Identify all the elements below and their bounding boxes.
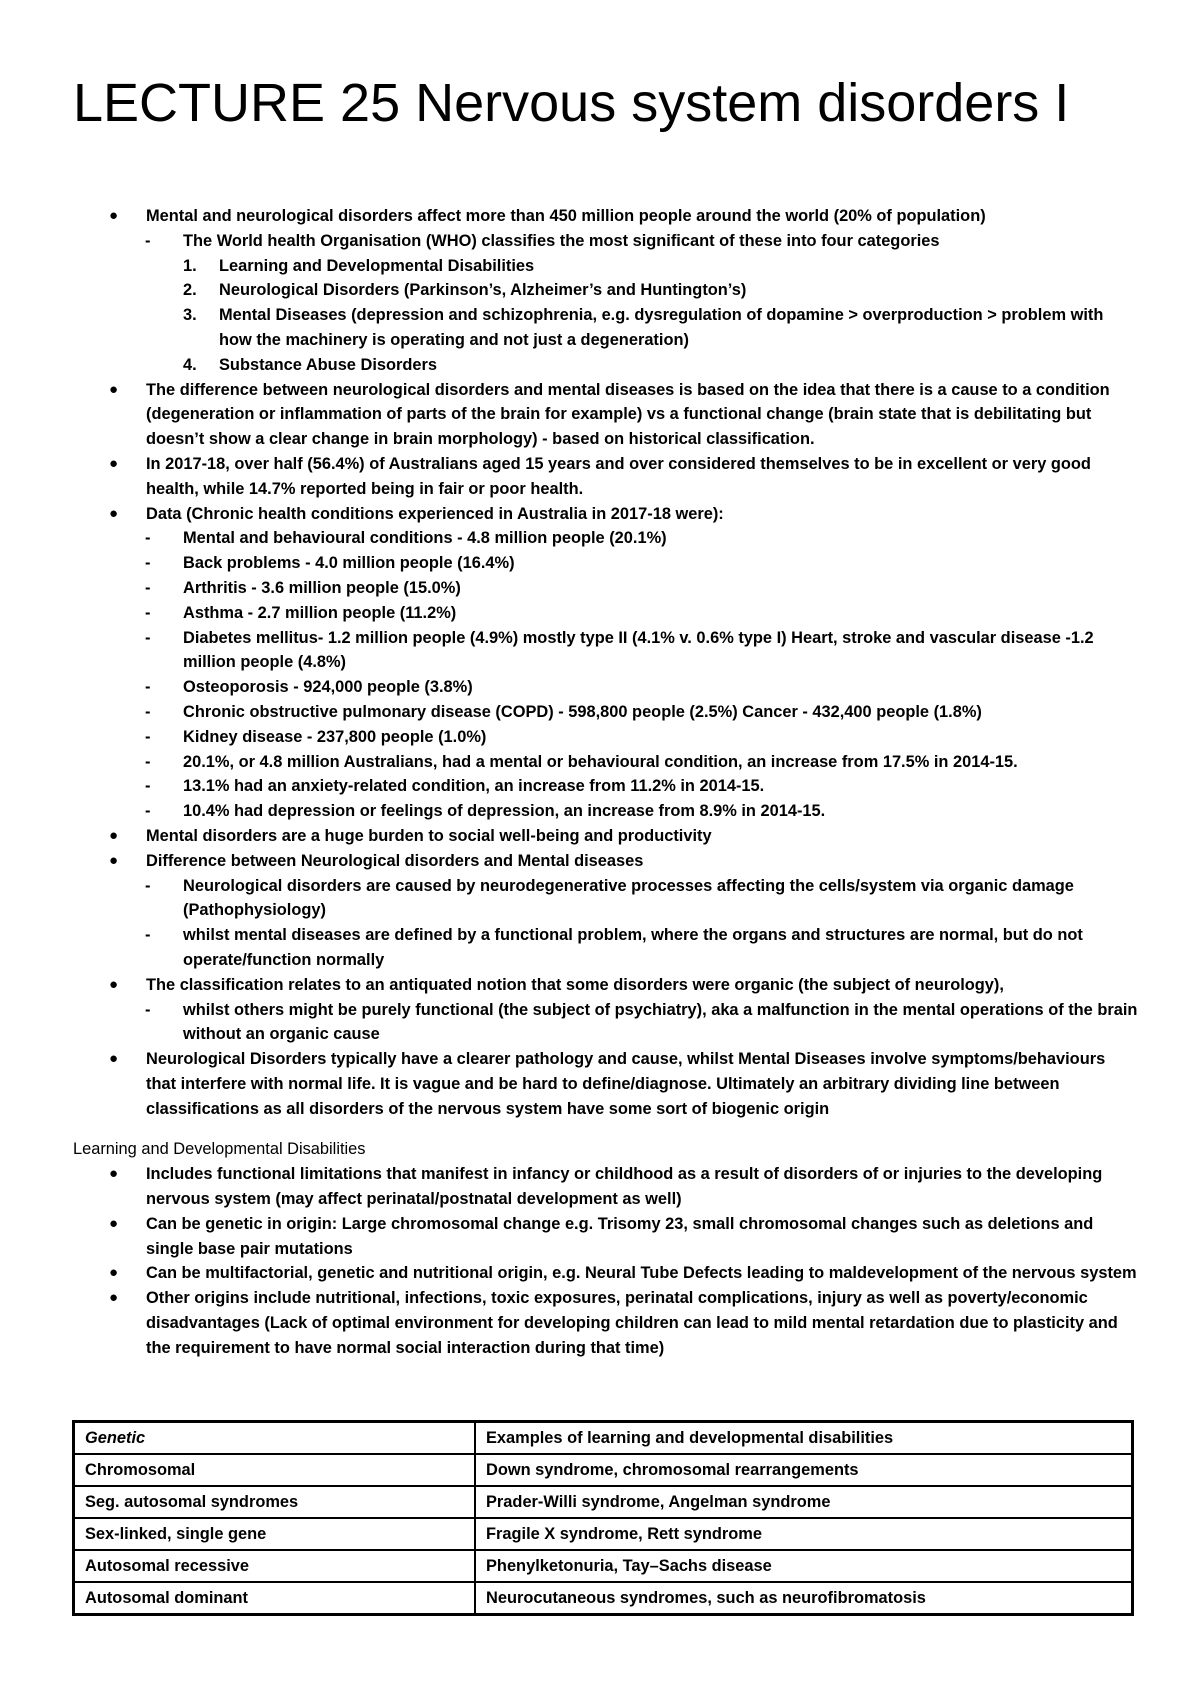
bullet-icon: ● (109, 975, 119, 993)
table-cell: Prader-Willi syndrome, Angelman syndrome (475, 1486, 1133, 1518)
list-item: - Back problems - 4.0 million people (16.4%) (73, 551, 1138, 576)
dash-icon: - (145, 1000, 151, 1019)
list-item: 1. Learning and Developmental Disabilities (183, 256, 535, 275)
list-item: ● The classification relates to an antiquated notion that some disorders were organic (the subject of neurology), (73, 973, 1138, 998)
list-item: ● Includes functional limitations that manifest in infancy or childhood as a result of disorders of or injuries to the developing nervous system (may affect perinatal/postnatal development as well) (73, 1162, 1138, 1212)
list-item: 2. Neurological Disorders (Parkinson’s, Alzheimer’s and Huntington’s) (183, 281, 747, 300)
dash-icon: - (145, 752, 151, 771)
dash-icon: - (145, 529, 151, 548)
bullet-icon: ● (109, 207, 119, 224)
list-item: 4. Substance Abuse Disorders (183, 355, 437, 374)
dash-icon: - (145, 554, 151, 573)
disabilities-table (72, 1420, 1134, 1616)
dash-icon: - (145, 603, 151, 622)
table-cell: Seg. autosomal syndromes (74, 1486, 476, 1518)
list-item: ● The difference between neurological disorders and mental diseases is based on the idea that there is a cause to a condition (degeneration or inflammation of parts of the brain for example) vs a functional change (brain state that is debilitating but doesn’t show a clear change in brain morphology) - based on historical classification. (73, 378, 1138, 452)
list-item: - The World health Organisation (WHO) classifies the most significant of these into four categories (73, 229, 1138, 254)
table-row (74, 1518, 1133, 1550)
dash-icon: - (145, 628, 151, 647)
bullet-icon: ● (109, 1050, 119, 1068)
bullet-icon: ● (109, 851, 119, 869)
table-cell: Fragile X syndrome, Rett syndrome (475, 1518, 1133, 1550)
dash-icon: - (145, 802, 151, 821)
table-row (74, 1550, 1133, 1582)
table-header-row (74, 1422, 1133, 1455)
list-item: - Neurological disorders are caused by neurodegenerative processes affecting the cells/system via organic damage (Pathophysiology) (73, 874, 1138, 924)
bullet-icon: ● (109, 504, 119, 522)
table-cell: Phenylketonuria, Tay–Sachs disease (475, 1550, 1133, 1582)
list-item: ● In 2017-18, over half (56.4%) of Australians aged 15 years and over considered themselves to be in excellent or very good health, while 14.7% reported being in fair or poor health. (73, 452, 1138, 502)
bullet-icon: ● (109, 826, 119, 844)
dash-icon: - (145, 876, 151, 895)
dash-icon: - (145, 702, 151, 721)
list-item: ● Can be multifactorial, genetic and nutritional origin, e.g. Neural Tube Defects leading to maldevelopment of the nervous system (73, 1261, 1138, 1286)
list-item: - Osteoporosis - 924,000 people (3.8%) (73, 675, 1138, 700)
bullet-icon: ● (109, 380, 119, 398)
bullet-icon: ● (109, 1214, 119, 1232)
section-heading: Learning and Developmental Disabilities (73, 1140, 366, 1159)
list-item: - Asthma - 2.7 million people (11.2%) (73, 601, 1138, 626)
table-cell: Chromosomal (74, 1454, 476, 1486)
table-cell: Autosomal dominant (74, 1582, 476, 1615)
table-cell: Down syndrome, chromosomal rearrangements (475, 1454, 1133, 1486)
bullet-icon: ● (109, 1289, 119, 1307)
dash-icon: - (145, 727, 151, 746)
table-row (74, 1582, 1133, 1615)
list-item: ● Can be genetic in origin: Large chromosomal change e.g. Trisomy 23, small chromosomal changes such as deletions and single base pair mutations (73, 1212, 1138, 1262)
dash-icon: - (145, 231, 151, 250)
table-cell: Autosomal recessive (74, 1550, 476, 1582)
list-item: - 20.1%, or 4.8 million Australians, had a mental or behavioural condition, an increase from 17.5% in 2014-15. (73, 750, 1138, 775)
dash-icon: - (145, 578, 151, 597)
table-cell: Sex-linked, single gene (74, 1518, 476, 1550)
table-row (74, 1486, 1133, 1518)
bullet-icon: ● (109, 454, 119, 472)
list-item: ● Difference between Neurological disorders and Mental diseases (73, 849, 1138, 874)
list-item: - 13.1% had an anxiety-related condition, an increase from 11.2% in 2014-15. (73, 774, 1138, 799)
table-row (74, 1454, 1133, 1486)
list-item: ● Mental and neurological disorders affect more than 450 million people around the world (20% of population) (73, 204, 1138, 229)
table-header-cell: Examples of learning and developmental disabilities (475, 1422, 1133, 1455)
table-cell: Neurocutaneous syndromes, such as neurofibromatosis (475, 1582, 1133, 1615)
list-item: - Mental and behavioural conditions - 4.8 million people (20.1%) (73, 526, 1138, 551)
list-item: ● Neurological Disorders typically have a clearer pathology and cause, whilst Mental Diseases involve symptoms/behaviours that interfere with normal life. It is vague and be hard to define/diagnose. Ultimately an arbitrary dividing line between classifications as all disorders of the nervous system have some sort of biogenic origin (73, 1047, 1138, 1121)
bullet-icon: ● (109, 1264, 119, 1282)
list-item: ● Other origins include nutritional, infections, toxic exposures, perinatal complications, injury as well as poverty/economic disadvantages (Lack of optimal environment for developing children can lead to mild mental retardation due to plasticity and the requirement to have normal social interaction during that time) (73, 1286, 1138, 1360)
list-item: - Kidney disease - 237,800 people (1.0%) (73, 725, 1138, 750)
dash-icon: - (145, 926, 151, 945)
list-item: - Diabetes mellitus- 1.2 million people (4.9%) mostly type II (4.1% v. 0.6% type I) Heart, stroke and vascular disease -1.2 million people (4.8%) (73, 626, 1138, 676)
bullet-icon: ● (109, 1165, 119, 1183)
list-item: - 10.4% had depression or feelings of depression, an increase from 8.9% in 2014-15. (73, 799, 1138, 824)
dash-icon: - (145, 678, 151, 697)
list-item: - whilst others might be purely functional (the subject of psychiatry), aka a malfunction in the mental operations of the brain without an organic cause (73, 998, 1138, 1048)
lecture-notes (73, 204, 1138, 1361)
list-item: ● Mental disorders are a huge burden to social well-being and productivity (73, 824, 1138, 849)
page-title: LECTURE 25 Nervous system disorders I (73, 73, 1070, 133)
dash-icon: - (145, 777, 151, 796)
table-header-cell: Genetic (74, 1422, 476, 1455)
list-item: ● Data (Chronic health conditions experienced in Australia in 2017-18 were): (73, 502, 1138, 527)
list-item: - Chronic obstructive pulmonary disease (COPD) - 598,800 people (2.5%) Cancer - 432,400 people (1.8%) (73, 700, 1138, 725)
list-item: - whilst mental diseases are defined by a functional problem, where the organs and structures are normal, but do not operate/function normally (73, 923, 1138, 973)
list-item: - Arthritis - 3.6 million people (15.0%) (73, 576, 1138, 601)
list-item: 3. Mental Diseases (depression and schizophrenia, e.g. dysregulation of dopamine > overproduction > problem with how the machinery is operating and not just a degeneration) (183, 306, 1104, 349)
